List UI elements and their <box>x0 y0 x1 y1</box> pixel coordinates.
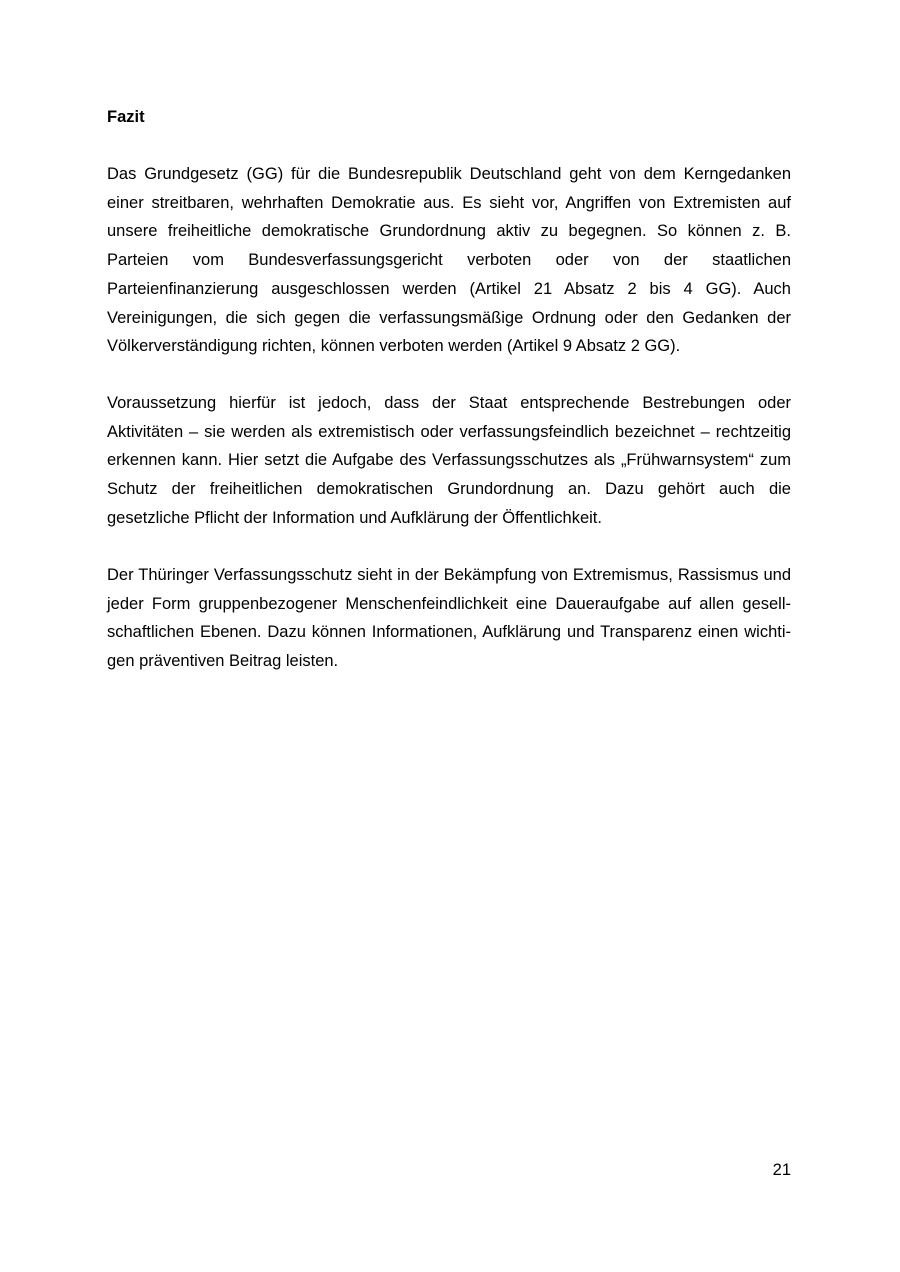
page-number: 21 <box>772 1161 791 1179</box>
paragraph-voraussetzung: Voraussetzung hierfür ist jedoch, dass der Staat entsprechende Bestrebungen oder Aktivitäten – sie werden als extremistisch oder verfassungsfeindlich bezeichnet – rechtzeitig erkennen kann. Hier setzt die Aufgabe des Verfassungsschutzes als „Frühwarnsystem“ zum Schutz der freiheitlichen demokratischen Grundordnung an. Dazu gehört auch die gesetzliche Pflicht der Information und Aufklärung der Öffentlichkeit. <box>107 394 791 527</box>
section-heading: Fazit <box>107 108 145 126</box>
paragraph-grundgesetz: Das Grundgesetz (GG) für die Bundesrepublik Deutschland geht von dem Kerngedanken einer streitbaren, wehrhaften Demokratie aus. Es sieht vor, Angriffen von Extremisten auf unsere freiheitliche demokratische Grundordnung aktiv zu begegnen. So können z. B. Parteien vom Bundesverfassungsgericht verboten oder von der staatlichen Parteienfinanzierung ausgeschlossen werden (Artikel 21 Absatz 2 bis 4 GG). Auch Vereinigungen, die sich gegen die verfassungsmäßige Ordnung oder den Gedanken der Völkerverständigung richten, können verboten werden (Artikel 9 Absatz 2 GG). <box>107 165 791 356</box>
paragraph-thueringer-verfassungsschutz: Der Thüringer Verfassungsschutz sieht in der Bekämpfung von Extremismus, Rassismus und jeder Form gruppenbezogener Menschenfeindlichkeit eine Daueraufgabe auf allen gesellschaftlichen Ebenen. Dazu können Informationen, Aufklärung und Transparenz einen wichtigen präventiven Beitrag leisten. <box>107 566 791 671</box>
